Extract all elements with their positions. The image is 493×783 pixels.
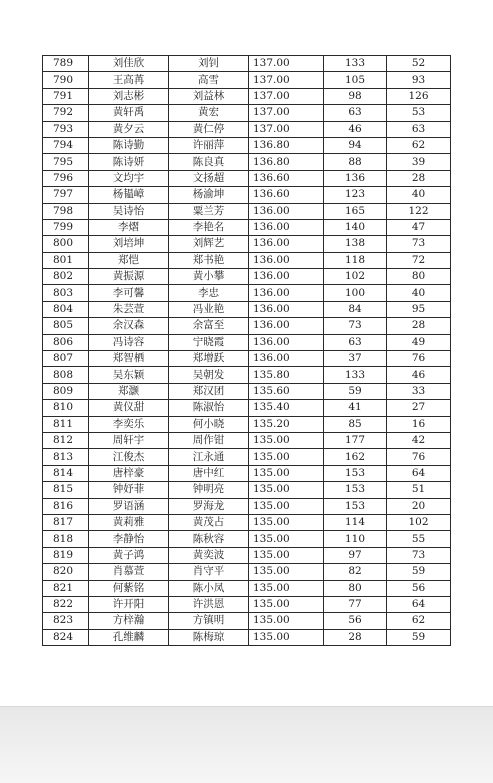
cell-value-a: 84 — [324, 301, 387, 317]
table-row — [43, 121, 451, 137]
cell-value-a: 153 — [324, 482, 387, 498]
cell-student: 郑灏 — [89, 383, 169, 399]
cell-score: 135.20 — [249, 416, 324, 432]
table-row — [43, 170, 451, 186]
cell-score: 136.60 — [249, 187, 324, 203]
table-body — [43, 56, 451, 646]
cell-value-a: 138 — [324, 236, 387, 252]
cell-parent: 郑增跃 — [169, 351, 249, 367]
ranking-table — [42, 55, 451, 646]
cell-value-a: 153 — [324, 465, 387, 481]
table-row — [43, 367, 451, 383]
cell-parent: 郑书艳 — [169, 252, 249, 268]
cell-parent: 许丽萍 — [169, 137, 249, 153]
table-row — [43, 269, 451, 285]
cell-parent: 黄宏 — [169, 105, 249, 121]
cell-rank: 789 — [43, 56, 89, 72]
table-row — [43, 285, 451, 301]
cell-parent: 陈梅琼 — [169, 629, 249, 645]
cell-value-b: 28 — [387, 170, 451, 186]
table-row — [43, 105, 451, 121]
cell-value-b: 76 — [387, 351, 451, 367]
cell-student: 黄振源 — [89, 269, 169, 285]
table-row — [43, 72, 451, 88]
cell-value-b: 33 — [387, 383, 451, 399]
cell-rank: 821 — [43, 580, 89, 596]
table-row — [43, 629, 451, 645]
table-row — [43, 88, 451, 104]
cell-value-b: 63 — [387, 121, 451, 137]
cell-parent: 黄仁停 — [169, 121, 249, 137]
cell-value-b: 16 — [387, 416, 451, 432]
cell-rank: 805 — [43, 318, 89, 334]
cell-parent: 陈小凤 — [169, 580, 249, 596]
cell-parent: 何小晓 — [169, 416, 249, 432]
cell-student: 孔维麟 — [89, 629, 169, 645]
page-gap — [0, 706, 493, 783]
cell-rank: 813 — [43, 449, 89, 465]
cell-parent: 方镇明 — [169, 613, 249, 629]
cell-rank: 814 — [43, 465, 89, 481]
cell-parent: 江永通 — [169, 449, 249, 465]
cell-parent: 吴朝发 — [169, 367, 249, 383]
cell-student: 肖慕萱 — [89, 564, 169, 580]
cell-value-a: 153 — [324, 498, 387, 514]
cell-student: 刘志彬 — [89, 88, 169, 104]
cell-score: 137.00 — [249, 121, 324, 137]
cell-parent: 杨渝坤 — [169, 187, 249, 203]
cell-value-b: 52 — [387, 56, 451, 72]
cell-score: 136.00 — [249, 252, 324, 268]
cell-score: 135.00 — [249, 432, 324, 448]
cell-rank: 790 — [43, 72, 89, 88]
cell-rank: 798 — [43, 203, 89, 219]
cell-student: 唐梓豪 — [89, 465, 169, 481]
cell-parent: 李艳名 — [169, 219, 249, 235]
cell-value-b: 40 — [387, 285, 451, 301]
cell-score: 136.00 — [249, 236, 324, 252]
cell-value-b: 27 — [387, 400, 451, 416]
cell-parent: 许洪恩 — [169, 596, 249, 612]
cell-rank: 815 — [43, 482, 89, 498]
cell-parent: 黄奕波 — [169, 547, 249, 563]
cell-rank: 810 — [43, 400, 89, 416]
cell-value-a: 110 — [324, 531, 387, 547]
cell-student: 吴东颖 — [89, 367, 169, 383]
cell-value-b: 40 — [387, 187, 451, 203]
cell-value-b: 73 — [387, 547, 451, 563]
cell-student: 陈诗勤 — [89, 137, 169, 153]
cell-value-b: 39 — [387, 154, 451, 170]
cell-score: 135.00 — [249, 449, 324, 465]
table-row — [43, 498, 451, 514]
cell-value-a: 73 — [324, 318, 387, 334]
cell-parent: 粟兰芳 — [169, 203, 249, 219]
cell-score: 135.00 — [249, 465, 324, 481]
cell-score: 136.00 — [249, 318, 324, 334]
cell-score: 135.80 — [249, 367, 324, 383]
table-row — [43, 252, 451, 268]
cell-score: 135.00 — [249, 531, 324, 547]
cell-value-b: 64 — [387, 596, 451, 612]
cell-value-b: 73 — [387, 236, 451, 252]
table-row — [43, 334, 451, 350]
cell-rank: 801 — [43, 252, 89, 268]
cell-student: 罗语涵 — [89, 498, 169, 514]
cell-score: 136.00 — [249, 285, 324, 301]
cell-value-a: 97 — [324, 547, 387, 563]
cell-value-a: 82 — [324, 564, 387, 580]
cell-value-a: 136 — [324, 170, 387, 186]
cell-rank: 818 — [43, 531, 89, 547]
cell-student: 刘佳欣 — [89, 56, 169, 72]
cell-rank: 802 — [43, 269, 89, 285]
table-row — [43, 416, 451, 432]
table-row — [43, 596, 451, 612]
cell-parent: 罗海龙 — [169, 498, 249, 514]
cell-parent: 唐中红 — [169, 465, 249, 481]
cell-student: 李熠 — [89, 219, 169, 235]
cell-value-b: 51 — [387, 482, 451, 498]
cell-score: 137.00 — [249, 56, 324, 72]
cell-rank: 795 — [43, 154, 89, 170]
cell-parent: 刘钊 — [169, 56, 249, 72]
cell-score: 135.40 — [249, 400, 324, 416]
cell-student: 郑智栖 — [89, 351, 169, 367]
cell-value-b: 59 — [387, 564, 451, 580]
cell-value-a: 41 — [324, 400, 387, 416]
cell-student: 江俊杰 — [89, 449, 169, 465]
cell-rank: 796 — [43, 170, 89, 186]
cell-value-b: 102 — [387, 514, 451, 530]
cell-value-b: 76 — [387, 449, 451, 465]
cell-value-a: 133 — [324, 56, 387, 72]
cell-student: 郑恺 — [89, 252, 169, 268]
cell-rank: 791 — [43, 88, 89, 104]
cell-value-a: 77 — [324, 596, 387, 612]
cell-score: 136.00 — [249, 269, 324, 285]
cell-score: 136.00 — [249, 301, 324, 317]
cell-value-a: 85 — [324, 416, 387, 432]
cell-student: 周轩宇 — [89, 432, 169, 448]
cell-value-a: 162 — [324, 449, 387, 465]
cell-parent: 黄小攀 — [169, 269, 249, 285]
table-row — [43, 465, 451, 481]
cell-score: 135.00 — [249, 564, 324, 580]
cell-student: 文均宇 — [89, 170, 169, 186]
cell-student: 王高苒 — [89, 72, 169, 88]
table-row — [43, 482, 451, 498]
cell-score: 137.00 — [249, 88, 324, 104]
cell-rank: 797 — [43, 187, 89, 203]
cell-parent: 钟明亮 — [169, 482, 249, 498]
cell-value-a: 88 — [324, 154, 387, 170]
cell-parent: 陈秋容 — [169, 531, 249, 547]
table-row — [43, 154, 451, 170]
cell-student: 刘培坤 — [89, 236, 169, 252]
cell-student: 吴诗怡 — [89, 203, 169, 219]
cell-student: 杨韫嶂 — [89, 187, 169, 203]
cell-value-a: 63 — [324, 334, 387, 350]
cell-value-a: 37 — [324, 351, 387, 367]
cell-rank: 823 — [43, 613, 89, 629]
table-row — [43, 531, 451, 547]
cell-value-a: 123 — [324, 187, 387, 203]
cell-parent: 刘益林 — [169, 88, 249, 104]
cell-value-b: 20 — [387, 498, 451, 514]
cell-value-a: 63 — [324, 105, 387, 121]
cell-rank: 794 — [43, 137, 89, 153]
cell-rank: 800 — [43, 236, 89, 252]
cell-parent: 肖守平 — [169, 564, 249, 580]
table-row — [43, 318, 451, 334]
cell-rank: 808 — [43, 367, 89, 383]
cell-value-a: 59 — [324, 383, 387, 399]
cell-score: 135.00 — [249, 613, 324, 629]
cell-value-b: 47 — [387, 219, 451, 235]
cell-value-b: 56 — [387, 580, 451, 596]
cell-value-a: 100 — [324, 285, 387, 301]
cell-value-b: 95 — [387, 301, 451, 317]
cell-rank: 824 — [43, 629, 89, 645]
cell-value-b: 59 — [387, 629, 451, 645]
cell-value-a: 165 — [324, 203, 387, 219]
cell-rank: 812 — [43, 432, 89, 448]
cell-parent: 李忠 — [169, 285, 249, 301]
cell-score: 135.00 — [249, 547, 324, 563]
cell-value-b: 122 — [387, 203, 451, 219]
cell-rank: 809 — [43, 383, 89, 399]
cell-score: 136.80 — [249, 137, 324, 153]
cell-value-b: 80 — [387, 269, 451, 285]
cell-student: 余汉森 — [89, 318, 169, 334]
table-row — [43, 400, 451, 416]
cell-student: 黄仪甜 — [89, 400, 169, 416]
cell-student: 冯诗容 — [89, 334, 169, 350]
cell-rank: 804 — [43, 301, 89, 317]
cell-student: 陈诗妍 — [89, 154, 169, 170]
table-row — [43, 449, 451, 465]
cell-value-a: 56 — [324, 613, 387, 629]
cell-student: 许开阳 — [89, 596, 169, 612]
cell-student: 李可馨 — [89, 285, 169, 301]
cell-student: 何紫铭 — [89, 580, 169, 596]
cell-value-a: 28 — [324, 629, 387, 645]
cell-value-b: 55 — [387, 531, 451, 547]
cell-score: 135.00 — [249, 580, 324, 596]
cell-score: 135.00 — [249, 596, 324, 612]
cell-student: 朱芸萱 — [89, 301, 169, 317]
table-row — [43, 432, 451, 448]
cell-value-a: 94 — [324, 137, 387, 153]
cell-value-a: 118 — [324, 252, 387, 268]
cell-value-a: 46 — [324, 121, 387, 137]
cell-rank: 817 — [43, 514, 89, 530]
table-row — [43, 613, 451, 629]
cell-score: 135.00 — [249, 629, 324, 645]
cell-rank: 803 — [43, 285, 89, 301]
table-row — [43, 564, 451, 580]
table-row — [43, 301, 451, 317]
cell-parent: 刘辉艺 — [169, 236, 249, 252]
table-row — [43, 547, 451, 563]
cell-parent: 高雪 — [169, 72, 249, 88]
cell-student: 李奕乐 — [89, 416, 169, 432]
cell-parent: 冯业艳 — [169, 301, 249, 317]
cell-value-a: 133 — [324, 367, 387, 383]
table-row — [43, 219, 451, 235]
cell-rank: 819 — [43, 547, 89, 563]
cell-value-b: 72 — [387, 252, 451, 268]
cell-value-b: 62 — [387, 613, 451, 629]
cell-student: 黄莉雅 — [89, 514, 169, 530]
cell-score: 136.00 — [249, 334, 324, 350]
cell-score: 136.60 — [249, 170, 324, 186]
cell-value-a: 177 — [324, 432, 387, 448]
cell-value-a: 114 — [324, 514, 387, 530]
cell-value-b: 64 — [387, 465, 451, 481]
cell-value-a: 98 — [324, 88, 387, 104]
cell-rank: 820 — [43, 564, 89, 580]
cell-score: 135.00 — [249, 498, 324, 514]
cell-rank: 793 — [43, 121, 89, 137]
cell-value-b: 126 — [387, 88, 451, 104]
table-row — [43, 514, 451, 530]
cell-value-a: 140 — [324, 219, 387, 235]
cell-student: 黄子鸿 — [89, 547, 169, 563]
cell-rank: 811 — [43, 416, 89, 432]
cell-score: 135.00 — [249, 482, 324, 498]
cell-student: 钟妤菲 — [89, 482, 169, 498]
cell-value-a: 102 — [324, 269, 387, 285]
cell-value-b: 93 — [387, 72, 451, 88]
table-row — [43, 137, 451, 153]
cell-parent: 宁晓霞 — [169, 334, 249, 350]
cell-parent: 郑汉团 — [169, 383, 249, 399]
cell-rank: 822 — [43, 596, 89, 612]
cell-value-b: 53 — [387, 105, 451, 121]
cell-parent: 黄茂占 — [169, 514, 249, 530]
cell-value-b: 28 — [387, 318, 451, 334]
cell-score: 136.80 — [249, 154, 324, 170]
cell-score: 136.00 — [249, 351, 324, 367]
cell-value-b: 49 — [387, 334, 451, 350]
cell-rank: 792 — [43, 105, 89, 121]
table-row — [43, 203, 451, 219]
cell-value-a: 80 — [324, 580, 387, 596]
cell-value-b: 42 — [387, 432, 451, 448]
cell-rank: 816 — [43, 498, 89, 514]
cell-student: 方梓瀚 — [89, 613, 169, 629]
cell-student: 黄轩禹 — [89, 105, 169, 121]
table-row — [43, 236, 451, 252]
cell-parent: 陈良真 — [169, 154, 249, 170]
cell-parent: 余富至 — [169, 318, 249, 334]
cell-score: 136.00 — [249, 219, 324, 235]
cell-student: 李静怡 — [89, 531, 169, 547]
cell-student: 黄夕云 — [89, 121, 169, 137]
cell-value-b: 46 — [387, 367, 451, 383]
cell-rank: 807 — [43, 351, 89, 367]
cell-value-b: 62 — [387, 137, 451, 153]
cell-rank: 799 — [43, 219, 89, 235]
cell-score: 137.00 — [249, 105, 324, 121]
table-row — [43, 56, 451, 72]
table-row — [43, 187, 451, 203]
cell-parent: 周作钳 — [169, 432, 249, 448]
cell-score: 135.00 — [249, 514, 324, 530]
cell-parent: 陈淑怡 — [169, 400, 249, 416]
cell-score: 136.00 — [249, 203, 324, 219]
table-row — [43, 383, 451, 399]
cell-score: 137.00 — [249, 72, 324, 88]
table-row — [43, 580, 451, 596]
cell-value-a: 105 — [324, 72, 387, 88]
table-row — [43, 351, 451, 367]
cell-parent: 文扬超 — [169, 170, 249, 186]
cell-rank: 806 — [43, 334, 89, 350]
cell-score: 135.60 — [249, 383, 324, 399]
